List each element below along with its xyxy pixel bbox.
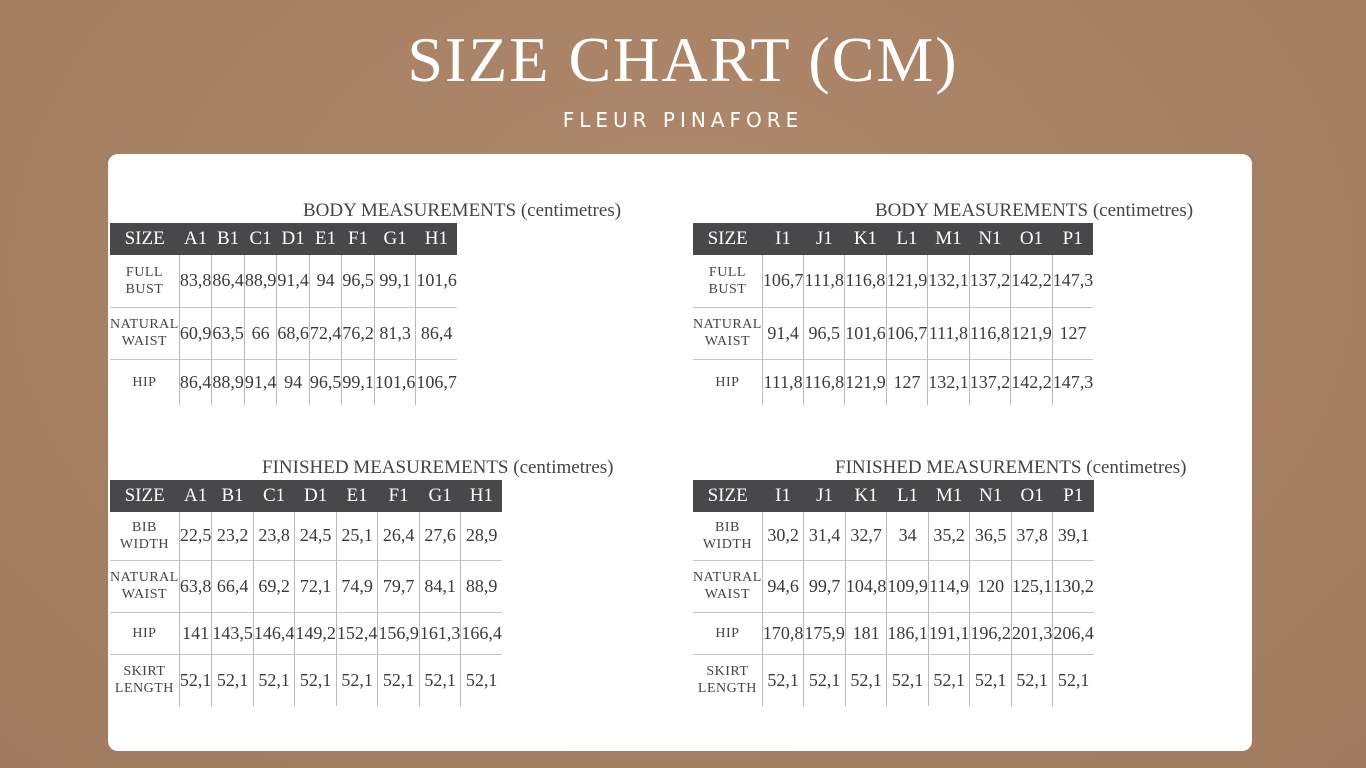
measurement-value: 88,9 xyxy=(461,560,502,612)
measurement-value: 74,9 xyxy=(336,560,378,612)
measurement-value: 52,1 xyxy=(336,654,378,706)
measurement-value: 32,7 xyxy=(845,512,887,560)
measurement-value: 31,4 xyxy=(804,512,846,560)
size-column-header: J1 xyxy=(804,223,845,255)
measurement-value: 120 xyxy=(970,560,1012,612)
measurement-value: 88,9 xyxy=(244,255,277,307)
measurement-value: 206,4 xyxy=(1053,612,1094,654)
measurement-value: 181 xyxy=(845,612,887,654)
measurement-value: 147,3 xyxy=(1052,255,1093,307)
measurement-value: 106,7 xyxy=(416,371,457,392)
measurement-value: 152,4 xyxy=(336,612,378,654)
size-column-header: I1 xyxy=(762,223,804,255)
table-row xyxy=(693,560,1094,612)
size-column-header: P1 xyxy=(1052,223,1093,255)
measurement-value: 25,1 xyxy=(336,512,378,560)
measurement-table xyxy=(110,223,457,405)
table-row xyxy=(110,612,502,654)
measurement-value: 76,2 xyxy=(342,307,375,359)
measurement-value: 39,1 xyxy=(1053,512,1094,560)
measurement-value: 99,7 xyxy=(804,560,846,612)
measurement-value: 94 xyxy=(277,359,310,405)
measurement-value: 196,2 xyxy=(970,612,1012,654)
measurement-label xyxy=(693,255,762,307)
size-header: SIZE xyxy=(110,223,179,255)
size-column-header: C1 xyxy=(244,223,277,255)
measurement-value: 127 xyxy=(1052,307,1093,359)
measurement-value: 66 xyxy=(244,307,277,359)
measurement-value: 69,2 xyxy=(253,560,295,612)
table-row xyxy=(693,512,1094,560)
measurement-label-line: HIP xyxy=(132,625,157,641)
measurement-label-line: WIDTH xyxy=(702,536,752,552)
measurement-value: 121,9 xyxy=(1011,307,1053,359)
measurement-label xyxy=(110,359,179,405)
size-column-header: N1 xyxy=(970,480,1012,512)
size-column-header: N1 xyxy=(969,223,1011,255)
size-column-header: B1 xyxy=(212,480,254,512)
size-column-header: E1 xyxy=(336,480,378,512)
measurement-value: 132,1 xyxy=(928,255,970,307)
measurement-value: 52,1 xyxy=(1057,669,1090,690)
measurement-value: 191,1 xyxy=(928,612,970,654)
size-header: SIZE xyxy=(693,480,762,512)
table-row xyxy=(693,359,1093,405)
measurement-label xyxy=(110,654,179,706)
size-column-header: M1 xyxy=(928,480,970,512)
size-column-header: A1 xyxy=(179,223,212,255)
measurement-value: 147,3 xyxy=(1052,371,1094,392)
measurement-value: 121,9 xyxy=(886,255,928,307)
measurement-value: 175,9 xyxy=(804,612,846,654)
measurement-label xyxy=(693,512,762,560)
measurement-label xyxy=(693,307,762,359)
measurement-value: 101,6 xyxy=(374,359,416,405)
measurement-label-line: WAIST xyxy=(121,334,168,349)
table-row xyxy=(110,255,457,307)
measurement-value: 52,1 xyxy=(212,654,254,706)
table-header-row xyxy=(693,223,1093,255)
table-header-row xyxy=(693,480,1094,512)
measurement-label xyxy=(693,654,762,706)
measurement-value: 52,1 xyxy=(887,654,929,706)
measurement-value: 137,2 xyxy=(969,255,1011,307)
measurement-value: 72,4 xyxy=(309,307,342,359)
measurement-label-line: LENGTH xyxy=(114,681,174,697)
measurement-value: 201,3 xyxy=(1011,612,1053,654)
measurement-value: 23,8 xyxy=(253,512,295,560)
measurement-value: 88,9 xyxy=(212,359,245,405)
measurement-label xyxy=(110,512,179,560)
measurement-value: 116,8 xyxy=(969,307,1011,359)
measurement-value: 36,5 xyxy=(970,512,1012,560)
size-header: SIZE xyxy=(693,223,762,255)
measurement-label-line: BUST xyxy=(708,281,747,297)
measurement-value: 52,1 xyxy=(804,654,846,706)
table-row xyxy=(693,654,1094,706)
measurement-value: 63,5 xyxy=(212,307,245,359)
measurement-value: 72,1 xyxy=(295,560,337,612)
measurement-value: 60,9 xyxy=(179,307,212,359)
size-chart-card xyxy=(108,154,1252,751)
size-column-header: J1 xyxy=(804,480,846,512)
measurement-value: 116,8 xyxy=(804,359,845,405)
table-row xyxy=(110,512,502,560)
measurement-value: 84,1 xyxy=(419,560,461,612)
measurement-label xyxy=(693,560,762,612)
measurement-value: 125,1 xyxy=(1011,560,1053,612)
table-row xyxy=(693,255,1093,307)
measurement-value: 99,1 xyxy=(374,255,416,307)
size-column-header: K1 xyxy=(845,223,887,255)
size-column-header: F1 xyxy=(342,223,375,255)
size-column-header: F1 xyxy=(378,480,420,512)
measurement-value: 52,1 xyxy=(253,654,295,706)
measurement-label-line: LENGTH xyxy=(697,681,757,697)
size-column-header: A1 xyxy=(179,480,212,512)
measurement-label-line: WAIST xyxy=(121,587,168,602)
measurement-value: 96,5 xyxy=(804,307,845,359)
measurement-value: 94,6 xyxy=(762,560,804,612)
measurement-value: 52,1 xyxy=(762,654,804,706)
table-row xyxy=(693,612,1094,654)
measurement-label xyxy=(693,612,762,654)
measurement-value: 86,4 xyxy=(212,255,245,307)
measurement-value: 91,4 xyxy=(762,307,804,359)
measurement-label-line: WIDTH xyxy=(119,536,169,552)
measurement-value: 142,2 xyxy=(1011,359,1053,405)
measurement-value: 101,6 xyxy=(845,307,887,359)
measurement-table xyxy=(693,223,1093,405)
measurement-value: 52,1 xyxy=(845,654,887,706)
measurement-value: 143,5 xyxy=(212,612,254,654)
measurement-label-line: HIP xyxy=(715,374,740,390)
measurement-value: 30,2 xyxy=(762,512,804,560)
measurement-value: 91,4 xyxy=(277,255,310,307)
measurement-value: 106,7 xyxy=(762,255,804,307)
measurement-value: 63,8 xyxy=(179,560,212,612)
table-row xyxy=(110,560,502,612)
size-column-header: M1 xyxy=(928,223,970,255)
measurement-value: 23,2 xyxy=(212,512,254,560)
measurement-value: 79,7 xyxy=(378,560,420,612)
measurement-label-line: FULL xyxy=(125,264,163,280)
measurement-value: 94 xyxy=(309,255,342,307)
measurement-value: 52,1 xyxy=(928,654,970,706)
measurement-value: 68,6 xyxy=(277,307,310,359)
table-header-row xyxy=(110,480,502,512)
table-caption: FINISHED MEASUREMENTS (centimetres) xyxy=(835,457,1187,478)
table-header-row xyxy=(110,223,457,255)
size-header: SIZE xyxy=(110,480,179,512)
measurement-label-line: HIP xyxy=(132,374,157,390)
measurement-value: 81,3 xyxy=(374,307,416,359)
measurement-label-line: BIB xyxy=(132,519,157,535)
measurement-value: 52,1 xyxy=(419,654,461,706)
measurement-label-line: NATURAL xyxy=(110,570,179,585)
measurement-label-line: NATURAL xyxy=(693,317,762,332)
size-column-header: K1 xyxy=(845,480,887,512)
measurement-value: 52,1 xyxy=(295,654,337,706)
measurement-value: 86,4 xyxy=(179,359,212,405)
measurement-value: 106,7 xyxy=(886,307,928,359)
size-column-header: D1 xyxy=(277,223,310,255)
size-column-header: C1 xyxy=(253,480,295,512)
measurement-value: 161,3 xyxy=(419,612,461,654)
measurement-label-line: SKIRT xyxy=(706,664,749,680)
measurement-value: 149,2 xyxy=(295,612,337,654)
measurement-value: 96,5 xyxy=(342,255,375,307)
measurement-value: 52,1 xyxy=(1011,654,1053,706)
measurement-value: 28,9 xyxy=(461,512,502,560)
measurement-label-line: WAIST xyxy=(704,587,751,602)
measurement-value: 34 xyxy=(887,512,929,560)
measurement-value: 146,4 xyxy=(253,612,295,654)
measurement-value: 86,4 xyxy=(416,307,457,359)
measurement-value: 166,4 xyxy=(461,612,502,654)
measurement-label xyxy=(110,255,179,307)
size-column-header: G1 xyxy=(374,223,416,255)
measurement-label-line: SKIRT xyxy=(123,664,166,680)
measurement-label xyxy=(110,612,179,654)
measurement-value: 99,1 xyxy=(342,359,375,405)
measurement-value: 26,4 xyxy=(378,512,420,560)
measurement-value: 111,8 xyxy=(928,307,970,359)
size-column-header: O1 xyxy=(1011,223,1053,255)
measurement-table xyxy=(110,480,502,706)
measurement-value: 22,5 xyxy=(179,512,212,560)
measurement-value: 96,5 xyxy=(309,359,342,405)
measurement-label xyxy=(110,307,179,359)
size-column-header: P1 xyxy=(1053,480,1094,512)
page-title: SIZE CHART (CM) xyxy=(407,24,959,95)
measurement-label-line: WAIST xyxy=(704,334,751,349)
measurement-value: 52,1 xyxy=(378,654,420,706)
size-column-header: G1 xyxy=(419,480,461,512)
table-row xyxy=(693,307,1093,359)
table-caption: FINISHED MEASUREMENTS (centimetres) xyxy=(262,457,614,478)
measurement-value: 114,9 xyxy=(928,560,970,612)
measurement-label-line: NATURAL xyxy=(693,570,762,585)
size-column-header: H1 xyxy=(461,480,502,512)
page-subtitle: FLEUR PINAFORE xyxy=(562,108,804,132)
measurement-value: 130,2 xyxy=(1053,560,1094,612)
measurement-value: 116,8 xyxy=(845,255,887,307)
measurement-value: 52,1 xyxy=(970,654,1012,706)
measurement-value: 156,9 xyxy=(378,612,420,654)
measurement-value: 24,5 xyxy=(295,512,337,560)
measurement-label-line: NATURAL xyxy=(110,317,179,332)
measurement-label-line: BIB xyxy=(715,519,740,535)
measurement-label xyxy=(693,359,762,405)
measurement-value: 66,4 xyxy=(212,560,254,612)
measurement-value: 52,1 xyxy=(465,669,498,690)
measurement-value: 170,8 xyxy=(762,612,804,654)
measurement-value: 83,8 xyxy=(179,255,212,307)
size-column-header: L1 xyxy=(887,480,929,512)
measurement-value: 37,8 xyxy=(1011,512,1053,560)
size-column-header: B1 xyxy=(212,223,245,255)
measurement-label-line: FULL xyxy=(708,264,746,280)
measurement-value: 91,4 xyxy=(244,359,277,405)
table-row xyxy=(110,654,502,706)
measurement-value: 132,1 xyxy=(928,359,970,405)
measurement-table xyxy=(693,480,1094,706)
size-column-header: H1 xyxy=(416,223,457,255)
measurement-value: 35,2 xyxy=(928,512,970,560)
measurement-value: 27,6 xyxy=(419,512,461,560)
measurement-label-line: HIP xyxy=(715,625,740,641)
measurement-label-line: BUST xyxy=(125,281,164,297)
table-row xyxy=(110,359,457,405)
measurement-value: 101,6 xyxy=(416,255,457,307)
table-row xyxy=(110,307,457,359)
measurement-value: 127 xyxy=(886,359,928,405)
measurement-value: 109,9 xyxy=(887,560,929,612)
size-column-header: O1 xyxy=(1011,480,1053,512)
measurement-value: 121,9 xyxy=(845,359,887,405)
measurement-label xyxy=(110,560,179,612)
size-column-header: L1 xyxy=(886,223,928,255)
size-column-header: D1 xyxy=(295,480,337,512)
size-column-header: I1 xyxy=(762,480,804,512)
measurement-value: 186,1 xyxy=(887,612,929,654)
measurement-value: 141 xyxy=(179,612,212,654)
size-column-header: E1 xyxy=(309,223,342,255)
measurement-value: 137,2 xyxy=(969,359,1011,405)
measurement-value: 52,1 xyxy=(179,654,212,706)
measurement-value: 104,8 xyxy=(845,560,887,612)
measurement-value: 111,8 xyxy=(804,255,845,307)
table-caption: BODY MEASUREMENTS (centimetres) xyxy=(303,200,622,221)
measurement-value: 142,2 xyxy=(1011,255,1053,307)
measurement-value: 111,8 xyxy=(762,359,804,405)
table-caption: BODY MEASUREMENTS (centimetres) xyxy=(875,200,1194,221)
